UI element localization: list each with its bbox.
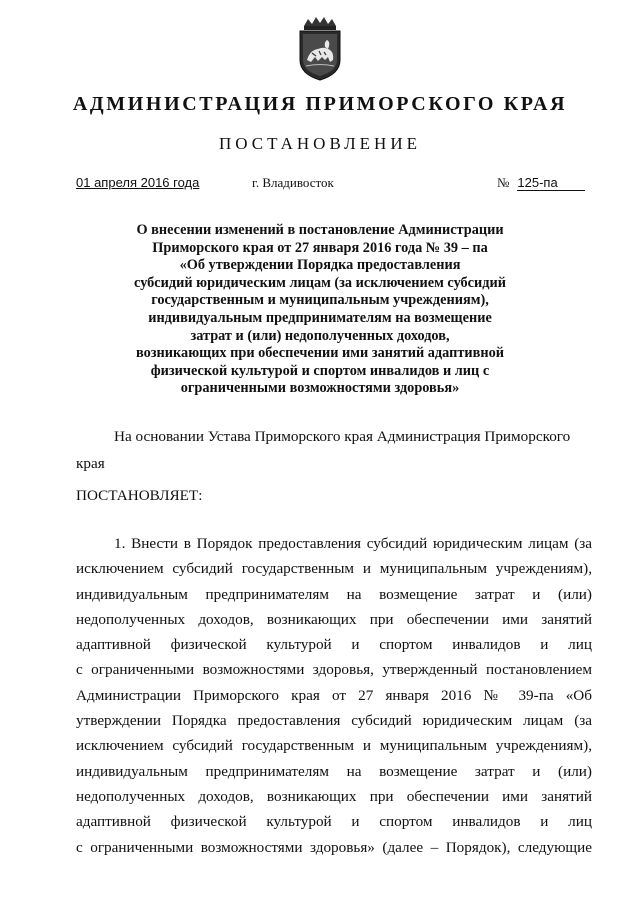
title-line: «Об утверждении Порядка предоставления [179,257,461,274]
clause-line: с ограниченными возможностями здоровья» (далее – Порядок), следующие [76,838,592,856]
title-line: индивидуальным предпринимателям на возмещение [148,309,492,326]
clause-line: адаптивной физической культурой и спортом инвалидов и лиц [76,813,592,831]
title-line: возникающих при обеспечении ими занятий адаптивной [136,345,504,362]
title-line: физической культурой и спортом инвалидов и лиц с [150,362,490,379]
basis-line: края [76,455,105,472]
decree-word: ПОСТАНОВЛЯЕТ: [76,487,203,504]
clause-line: Администрации Приморского края от 27 января 2016 № 39-па «Об [76,686,592,704]
clause-line: утверждении Порядка предоставления субсидий юридическим лицам (за [76,712,592,730]
title-line: ограниченными возможностями здоровья» [180,380,460,397]
document-title [110,222,530,398]
basis-paragraph [76,423,592,477]
title-line: затрат и (или) недополученных доходов, [190,327,450,344]
clause-line: адаптивной физической культурой и спортом инвалидов и лиц [76,636,592,654]
clause-1-paragraph [76,531,592,860]
title-line: Приморского края от 27 января 2016 года № 39 – па [152,239,488,256]
title-line: государственным и муниципальным учреждениям), [151,292,489,309]
document-date: 01 апреля 2016 года [76,175,200,190]
clause-line: 1. Внести в Порядок предоставления субсидий юридическим лицам (за [114,535,592,552]
title-line: О внесении изменений в постановление Администрации [136,222,504,238]
document-number [497,175,585,191]
clause-line: исключением субсидий государственным и муниципальным учреждениям), [76,737,592,755]
coat-of-arms-icon [290,16,350,82]
clause-line: индивидуальным предпринимателям на возмещение затрат и (или) [76,762,592,780]
organization-name: АДМИНИСТРАЦИЯ ПРИМОРСКОГО КРАЯ [72,93,568,115]
clause-line: исключением субсидий государственным и муниципальным учреждениям), [76,560,592,578]
number-label: № [497,175,510,190]
title-line: субсидий юридическим лицам (за исключением субсидий [134,274,506,291]
clause-line: с ограниченными возможностями здоровья, утвержденный постановлением [76,661,592,679]
clause-line: недополученных доходов, возникающих при обеспечении ими занятий [76,610,592,628]
basis-line: На основании Устава Приморского края Администрация Приморского [114,428,571,445]
number-value: 125-па [517,175,585,191]
document-city: г. Владивосток [252,175,334,190]
document-type: ПОСТАНОВЛЕНИЕ [218,134,421,153]
clause-line: недополученных доходов, возникающих при обеспечении ими занятий [76,787,592,805]
clause-line: индивидуальным предпринимателям на возмещение затрат и (или) [76,585,592,603]
